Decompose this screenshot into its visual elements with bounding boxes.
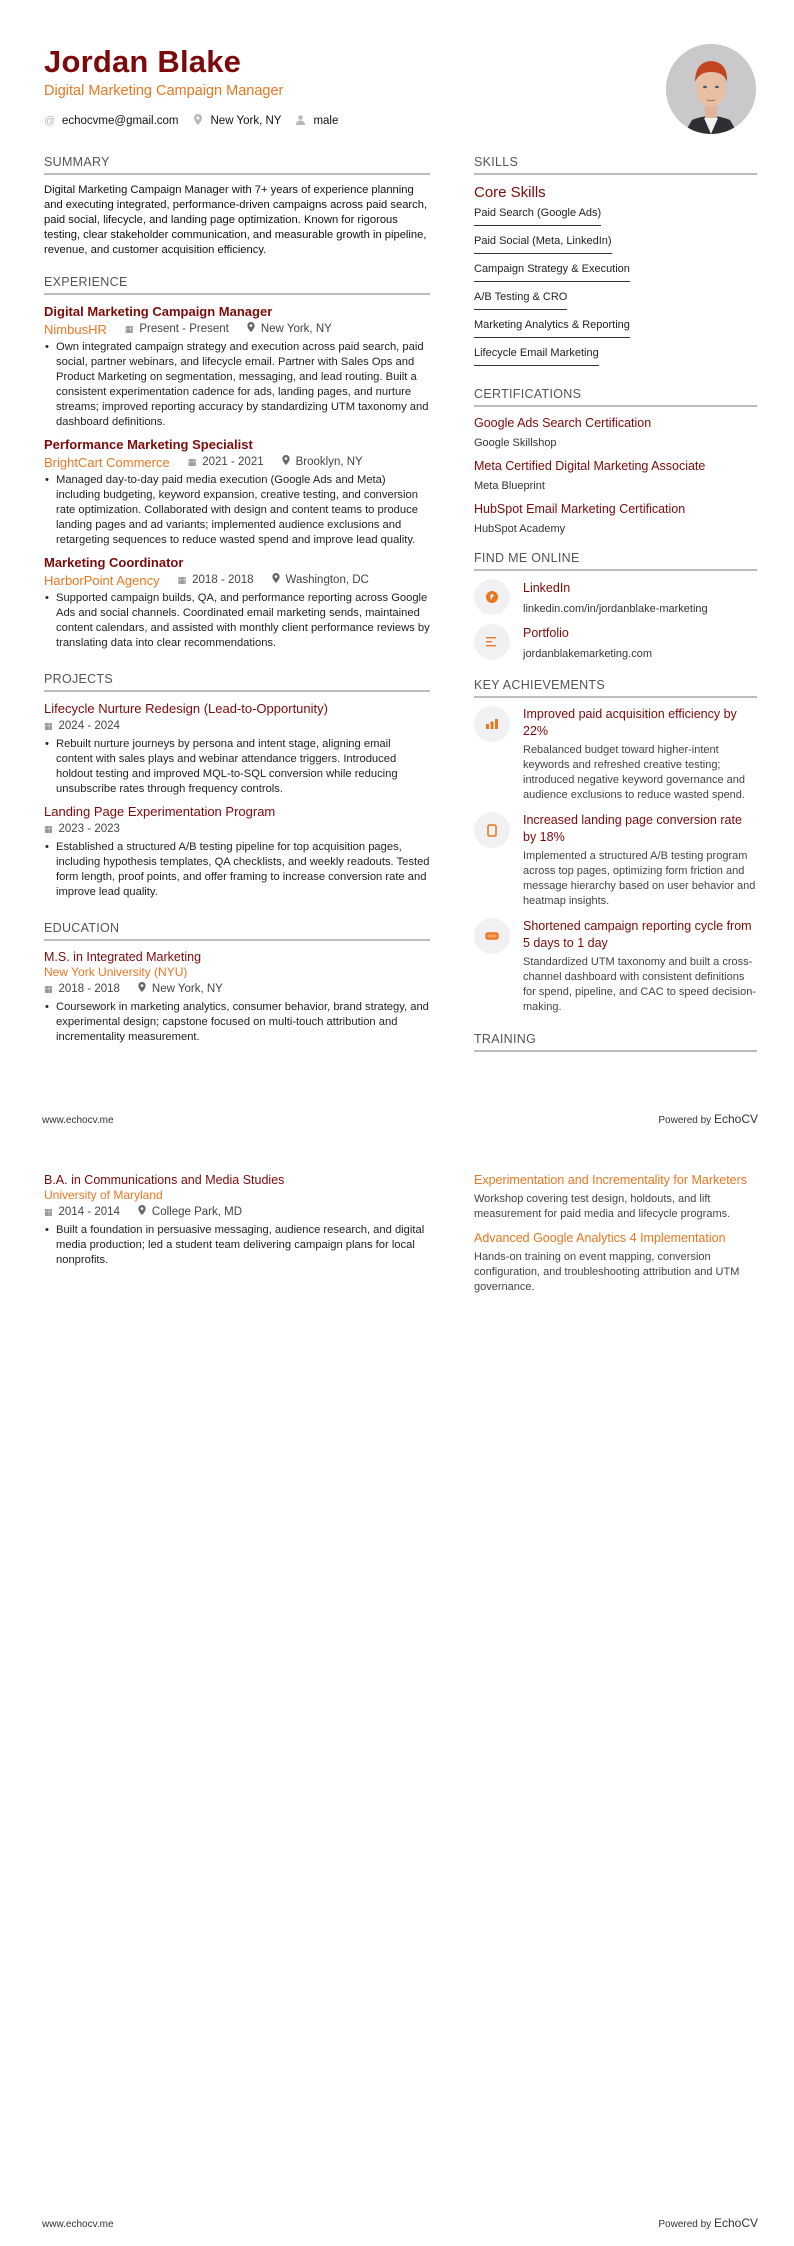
tablet-icon (474, 812, 510, 848)
calendar-icon: ▦ (177, 575, 187, 585)
contact-row (44, 114, 624, 128)
job-meta (44, 321, 430, 338)
job-title: Digital Marketing Campaign Manager (44, 304, 273, 319)
training-title: Advanced Google Analytics 4 Implementation (474, 1231, 726, 1245)
battery-icon (474, 918, 510, 954)
skill-item: Paid Search (Google Ads) (474, 202, 601, 226)
project-title: Landing Page Experimentation Program (44, 804, 276, 819)
project-meta (44, 821, 430, 838)
skill-item: Lifecycle Email Marketing (474, 342, 599, 366)
education-heading: EDUCATION (44, 920, 430, 941)
certification-issuer: Meta Blueprint (474, 480, 545, 492)
footer-site-link[interactable]: www.echocv.me (42, 1115, 114, 1126)
right-column (474, 154, 757, 1060)
location-pin-icon (193, 114, 203, 128)
skills-heading: SKILLS (474, 154, 757, 175)
at-icon: @ (44, 115, 56, 127)
page-footer (42, 2216, 758, 2230)
certification-issuer: HubSpot Academy (474, 523, 566, 535)
calendar-icon: ▦ (187, 457, 197, 467)
bar-chart-icon (474, 706, 510, 742)
left-column (44, 154, 430, 1045)
education-item (44, 949, 430, 1045)
achievement-desc: Implemented a structured A/B testing program across top pages, optimizing form friction and message hierarchy based on user behavior and heatmap insights. (523, 850, 756, 907)
calendar-icon: ▦ (44, 1207, 53, 1217)
job-bullet: • Managed day-to-day paid media execution (Google Ads and Meta) including budgeting, keyword expansion, creative testing, and conversion rate optimization. Collaborated with design and content teams to produce landing pages and ad variants; implemented audience exclusions and retargeting sequences to reduce wasted spend and improve lead quality. (44, 473, 430, 548)
project-bullet: • Established a structured A/B testing pipeline for top acquisition pages, including hypothesis templates, QA checklists, and weekly readouts. Tested form length, proof points, and offer framing to increase conversion rate and improve lead quality. (44, 840, 430, 900)
online-url[interactable]: jordanblakemarketing.com (523, 648, 653, 660)
project-dates: 2024 - 2024 (58, 720, 120, 732)
job-dates: 2018 - 2018 (192, 574, 254, 586)
candidate-title: Digital Marketing Campaign Manager (44, 83, 284, 99)
education-meta (44, 981, 430, 998)
online-label: LinkedIn (523, 581, 571, 595)
education-dates: 2014 - 2014 (58, 1206, 120, 1218)
skill-item: Paid Social (Meta, LinkedIn) (474, 230, 612, 254)
contact-email[interactable] (44, 115, 179, 127)
project-title: Lifecycle Nurture Redesign (Lead-to-Opportunity) (44, 701, 328, 716)
person-icon (295, 115, 305, 128)
online-link-portfolio[interactable] (474, 624, 757, 661)
training-heading: TRAINING (474, 1031, 757, 1052)
skill-item: Campaign Strategy & Execution (474, 258, 630, 282)
training-item (474, 1230, 757, 1295)
certification-item (474, 415, 757, 450)
school: New York University (NYU) (44, 965, 188, 979)
projects-section (44, 671, 430, 900)
training-section (474, 1031, 757, 1052)
education-location: College Park, MD (151, 1206, 243, 1218)
experience-heading: EXPERIENCE (44, 274, 430, 295)
certifications-heading: CERTIFICATIONS (474, 386, 757, 407)
resume-page-2 (0, 1140, 794, 2246)
online-heading: FIND ME ONLINE (474, 550, 757, 571)
achievement-title: Improved paid acquisition efficiency by 22% (523, 707, 737, 738)
resume-header (44, 44, 624, 128)
training-title: Experimentation and Incrementality for Marketers (474, 1173, 748, 1187)
job-location: New York, NY (260, 323, 332, 335)
online-url[interactable]: linkedin.com/in/jordanblake-marketing (523, 603, 708, 615)
right-column-continued (474, 1172, 757, 1303)
degree: B.A. in Communications and Media Studies (44, 1173, 285, 1187)
education-dates: 2018 - 2018 (58, 983, 120, 995)
gender-text: male (313, 115, 339, 127)
achievement-desc: Standardized UTM taxonomy and built a cross-channel dashboard with consistent definitions for spend, pipeline, and CAC to speed decision-making. (523, 956, 756, 1013)
skills-group-title: Core Skills (474, 184, 546, 201)
training-item (474, 1172, 757, 1222)
company-name: BrightCart Commerce (44, 455, 170, 470)
project-dates: 2023 - 2023 (58, 823, 120, 835)
footer-site-link[interactable]: www.echocv.me (42, 2219, 114, 2230)
achievement-title: Shortened campaign reporting cycle from 5 days to 1 day (523, 919, 752, 950)
achievements-heading: KEY ACHIEVEMENTS (474, 677, 757, 698)
avatar (666, 44, 756, 134)
achievement-item (474, 812, 757, 909)
achievements-section (474, 677, 757, 1015)
achievement-item (474, 918, 757, 1015)
training-desc: Workshop covering test design, holdouts, and lift measurement for paid media and lifecycle programs. (474, 1193, 731, 1220)
location-pin-icon (247, 321, 255, 338)
projects-heading: PROJECTS (44, 671, 430, 692)
project-meta (44, 718, 430, 735)
candidate-name: Jordan Blake (44, 44, 242, 79)
footer-brand: EchoCV (713, 1112, 758, 1126)
experience-item (44, 303, 430, 430)
experience-section (44, 274, 430, 651)
certification-issuer: Google Skillshop (474, 437, 557, 449)
summary-text: Digital Marketing Campaign Manager with 7+ years of experience planning and executing integrated, performance-driven campaigns across paid search, paid social, lifecycle, and landing page optimization. Known for rigorous testing, clear stakeholder communication, and measurable growth in pipeline, revenue, and customer acquisition efficiency. (44, 184, 428, 256)
job-title: Performance Marketing Specialist (44, 437, 253, 452)
training-desc: Hands-on training on event mapping, conversion configuration, and troubleshooting attribution and UTM governance. (474, 1251, 740, 1293)
skills-section (474, 154, 757, 366)
experience-item (44, 436, 430, 548)
company-name: NimbusHR (44, 322, 107, 337)
skill-item: A/B Testing & CRO (474, 286, 567, 310)
calendar-icon: ▦ (44, 824, 53, 834)
linkedin-icon (474, 579, 510, 615)
certification-name: HubSpot Email Marketing Certification (474, 502, 686, 516)
education-meta (44, 1204, 430, 1221)
project-item (44, 803, 430, 900)
footer-powered (658, 2216, 758, 2230)
job-meta (44, 572, 430, 589)
location-pin-icon (138, 981, 146, 998)
certification-name: Google Ads Search Certification (474, 416, 652, 430)
location-pin-icon (138, 1204, 146, 1221)
job-bullet: • Supported campaign builds, QA, and performance reporting across Google Ads and social channels. Coordinated email marketing sends, maintained content calendars, and assisted with monthly client performance reviews by translating data into clear recommendations. (44, 591, 430, 651)
location-text: New York, NY (210, 115, 282, 127)
education-location: New York, NY (151, 983, 223, 995)
online-label: Portfolio (523, 626, 569, 640)
degree: M.S. in Integrated Marketing (44, 950, 202, 964)
powered-by-text: Powered by (658, 1115, 712, 1126)
calendar-icon: ▦ (124, 324, 134, 334)
location-pin-icon (282, 454, 290, 471)
job-dates: 2021 - 2021 (202, 456, 264, 468)
certifications-section (474, 386, 757, 536)
portfolio-icon (474, 624, 510, 660)
footer-brand: EchoCV (713, 2216, 758, 2230)
calendar-icon: ▦ (44, 721, 53, 731)
achievement-title: Increased landing page conversion rate by 18% (523, 813, 742, 844)
summary-heading: SUMMARY (44, 154, 430, 175)
job-dates: Present - Present (139, 323, 229, 335)
achievement-desc: Rebalanced budget toward higher-intent keywords and refreshed creative testing; introduced negative keyword governance and audience exclusions to reduce wasted spend. (523, 744, 745, 801)
email-text: echocvme@gmail.com (62, 115, 179, 127)
experience-item (44, 554, 430, 651)
job-meta (44, 454, 430, 471)
skill-item: Marketing Analytics & Reporting (474, 314, 630, 338)
project-bullet: • Rebuilt nurture journeys by persona and intent stage, aligning email content with sales plays and webinar attendance triggers. Introduced holdout testing and improved MQL-to-SQL conversion while reducing unsubscribe rates through frequency controls. (44, 737, 430, 797)
job-title: Marketing Coordinator (44, 555, 184, 570)
online-section (474, 550, 757, 661)
contact-location (193, 114, 282, 128)
job-location: Washington, DC (285, 574, 369, 586)
page-footer (42, 1112, 758, 1126)
summary-section (44, 154, 430, 258)
company-name: HarborPoint Agency (44, 573, 160, 588)
certification-item (474, 458, 757, 493)
education-bullet: • Built a foundation in persuasive messaging, audience research, and digital media production; led a student team delivering campaign plans for local nonprofits. (44, 1223, 430, 1268)
location-pin-icon (272, 572, 280, 589)
online-link-linkedin[interactable] (474, 579, 757, 616)
footer-powered (658, 1112, 758, 1126)
achievement-item (474, 706, 757, 803)
school: University of Maryland (44, 1188, 163, 1202)
left-column-continued (44, 1172, 430, 1268)
education-item (44, 1172, 430, 1268)
certification-item (474, 501, 757, 536)
education-bullet: • Coursework in marketing analytics, consumer behavior, brand strategy, and experimental design; capstone focused on multi-touch attribution and incrementality measurement. (44, 1000, 430, 1045)
project-item (44, 700, 430, 797)
certification-name: Meta Certified Digital Marketing Associate (474, 459, 706, 473)
powered-by-text: Powered by (658, 2219, 712, 2230)
contact-gender (295, 115, 338, 128)
education-section (44, 920, 430, 1045)
job-bullet: • Own integrated campaign strategy and execution across paid search, paid social, partner webinars, and lifecycle email. Partner with Sales Ops and Product Marketing on segmentation, messaging, and lead routing. Built a consistent experimentation cadence for ads, landing pages, and nurture streams; improved reporting accuracy by standardizing UTM taxonomy and dashboard definitions. (44, 340, 430, 430)
job-location: Brooklyn, NY (295, 456, 363, 468)
calendar-icon: ▦ (44, 984, 53, 994)
